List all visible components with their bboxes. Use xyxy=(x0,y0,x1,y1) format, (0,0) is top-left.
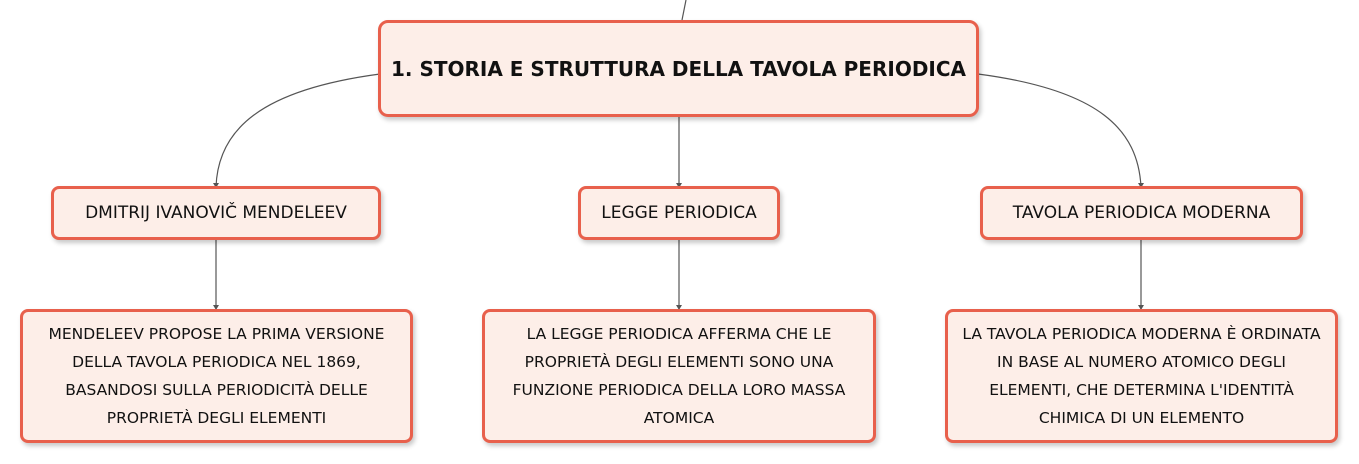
topic-node-legge-periodica[interactable] xyxy=(578,186,780,240)
detail-text-tavola-moderna: LA TAVOLA PERIODICA MODERNA È ORDINATA IN BASE AL NUMERO ATOMICO DEGLI ELEMENTI, CHE DETERMINA L'IDENTITÀ CHIMICA DI UN ELEMENTO xyxy=(962,325,1321,427)
topic-node-tavola-moderna[interactable] xyxy=(980,186,1303,240)
detail-node-legge-periodica[interactable] xyxy=(482,309,876,443)
connector-incoming-root xyxy=(682,0,686,20)
detail-text-legge-periodica: LA LEGGE PERIODICA AFFERMA CHE LE PROPRIETÀ DEGLI ELEMENTI SONO UNA FUNZIONE PERIODICA DELLA LORO MASSA ATOMICA xyxy=(512,325,846,427)
root-topic-label: 1. STORIA E STRUTTURA DELLA TAVOLA PERIODICA xyxy=(390,56,967,81)
detail-node-mendeleev[interactable] xyxy=(20,309,413,443)
connector-root-to-mendeleev xyxy=(216,74,380,187)
root-topic-node[interactable] xyxy=(378,20,979,117)
detail-text-mendeleev: MENDELEEV PROPOSE LA PRIMA VERSIONE DELLA TAVOLA PERIODICA NEL 1869, BASANDOSI SULLA PERIODICITÀ DELLE PROPRIETÀ DEGLI ELEMENTI xyxy=(48,325,385,427)
topic-label-tavola-moderna: TAVOLA PERIODICA MODERNA xyxy=(1012,203,1271,223)
topic-label-legge-periodica: LEGGE PERIODICA xyxy=(601,203,757,223)
topic-label-mendeleev: DMITRIJ IVANOVIČ MENDELEEV xyxy=(85,203,347,223)
connector-root-to-moderna xyxy=(978,74,1141,187)
topic-node-mendeleev[interactable] xyxy=(51,186,381,240)
detail-node-tavola-moderna[interactable] xyxy=(945,309,1338,443)
